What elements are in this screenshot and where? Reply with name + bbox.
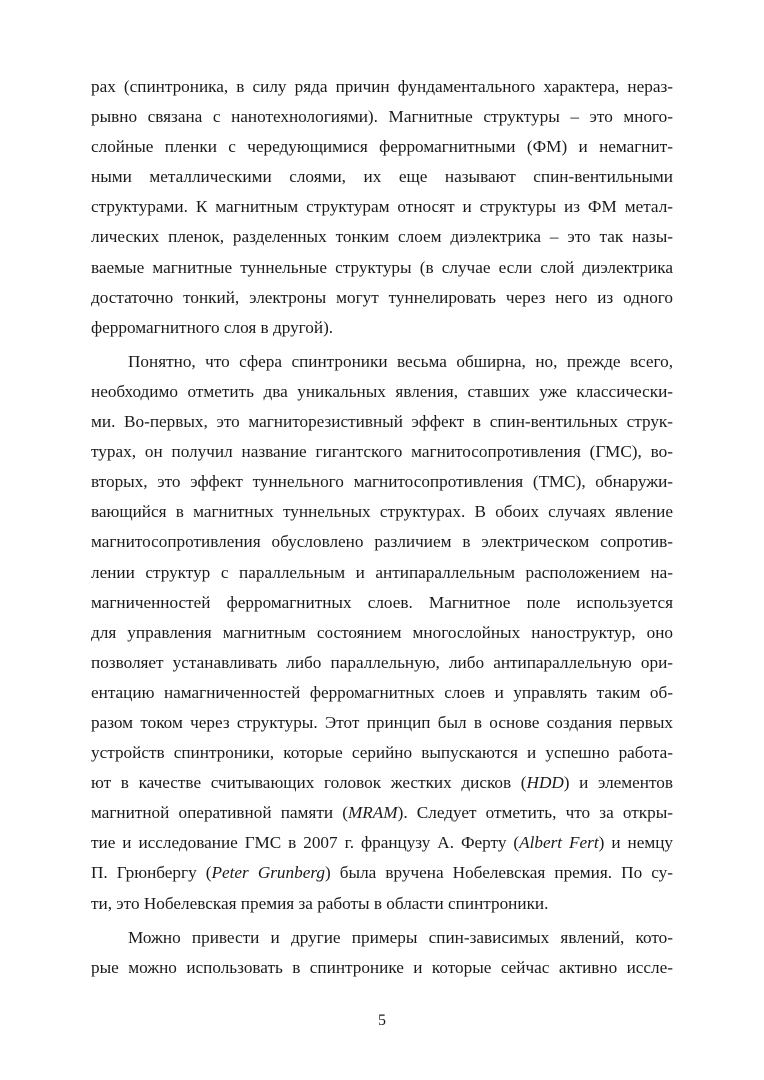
text-line: Понятно, что сфера спинтроники весьма обширна, но, прежде всего,: [128, 351, 673, 371]
text-line: ти, это Нобелевская премия за работы в области спинтроники.: [91, 893, 549, 913]
text-line: разом током через структуры. Этот принцип был в основе создания первых: [91, 712, 673, 732]
text-line: П. Грюнбергу (Peter Grunberg) была вручена Нобелевская премия. По су-: [91, 863, 674, 883]
text-line: магнитной оперативной памяти (MRAM). Следует отметить, что за откры-: [91, 803, 673, 823]
text-line: магниченностей ферромагнитных слоев. Магнитное поле используется: [91, 592, 673, 612]
text-line: магнитосопротивления обусловлено различием в электрическом сопротив-: [91, 532, 673, 552]
text-line: тие и исследование ГМС в 2007 г. французу А. Ферту (Albert Fert) и немцу: [91, 833, 674, 853]
text-line: ми. Во-первых, это магниторезистивный эффект в спин-вентильных струк-: [91, 412, 673, 432]
text-line: рах (спинтроника, в силу ряда причин фундаментального характера, нераз-: [91, 77, 673, 96]
text-line: Можно привести и другие примеры спин-зависимых явлений, кото-: [128, 927, 673, 947]
text-line: ваемые магнитные туннельные структуры (в случае если слой диэлектрика: [91, 257, 673, 277]
text-line: рые можно использовать в спинтронике и которые сейчас активно иссле-: [91, 957, 673, 977]
text-line: достаточно тонкий, электроны могут туннелировать через него из одного: [91, 287, 673, 307]
text-line: структурами. К магнитным структурам относят и структуры из ФМ метал-: [91, 197, 673, 217]
text-line: необходимо отметить два уникальных явления, ставших уже классически-: [91, 381, 673, 401]
text-line: турах, он получил название гигантского магнитосопротивления (ГМС), во-: [91, 442, 673, 462]
text-line: вторых, это эффект туннельного магнитосопротивления (ТМС), обнаружи-: [91, 472, 673, 492]
text-line: для управления магнитным состоянием многослойных наноструктур, оно: [91, 622, 673, 642]
text-line: ют в качестве считывающих головок жестких дисков (HDD) и элементов: [91, 773, 673, 793]
text-line: ентацию намагниченностей ферромагнитных слоев и управлять таким об-: [91, 682, 673, 702]
paragraph-2: [91, 347, 673, 919]
page-body: [91, 72, 673, 983]
text-line: ферромагнитного слоя в другой).: [91, 317, 334, 337]
text-line: устройств спинтроники, которые серийно выпускаются и успешно работа-: [91, 743, 673, 763]
paragraph-3: [91, 923, 673, 983]
text-line: ными металлическими слоями, их еще называют спин-вентильными: [91, 167, 673, 187]
paragraph-1: [91, 72, 673, 343]
text-line: лических пленок, разделенных тонким слоем диэлектрика – это так назы-: [91, 227, 673, 247]
text-line: лении структур с параллельным и антипараллельным расположением на-: [91, 562, 673, 582]
text-line: слойные пленки с чередующимися ферромагнитными (ФМ) и немагнит-: [91, 137, 673, 157]
text-line: вающийся в магнитных туннельных структурах. В обоих случаях явление: [91, 502, 673, 522]
text-line: рывно связана с нанотехнологиями). Магнитные структуры – это много-: [91, 107, 673, 127]
text-line: позволяет устанавливать либо параллельную, либо антипараллельную ори-: [91, 652, 673, 672]
page-number: 5: [378, 1012, 386, 1029]
